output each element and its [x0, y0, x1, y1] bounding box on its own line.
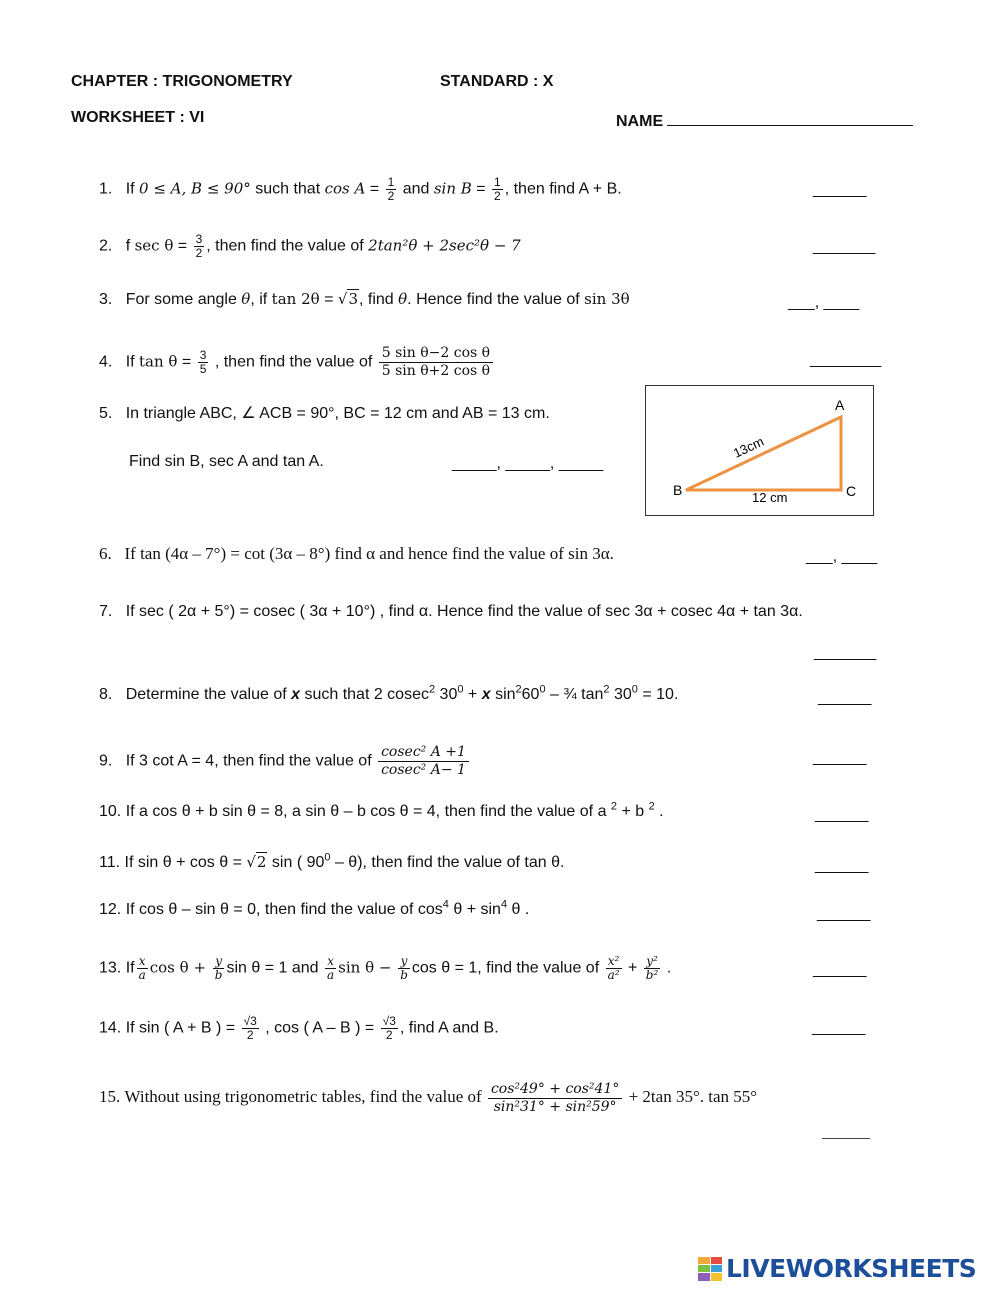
vertex-a-label: A — [835, 397, 845, 413]
answer-blank-15[interactable]: ______ — [822, 1124, 870, 1141]
name-input-line[interactable] — [667, 109, 913, 126]
question-3: 3. For some angle θ, if tan 2θ = √3, find θ. Hence find the value of sin 3θ — [99, 290, 630, 308]
question-10: 10. If a cos θ + b sin θ = 8, a sin θ – b cos θ = 4, then find the value of a $^2$ + b $^2$ . — [99, 800, 664, 820]
vertex-c-label: C — [846, 483, 857, 499]
fraction: $\frac{y}{b}$ — [214, 954, 223, 982]
answer-blank-10[interactable]: ______ — [815, 806, 869, 823]
fraction: $\frac{√3}{2}$ — [382, 1014, 396, 1042]
fraction: $\frac{\text{5 sin θ−2 cos θ}}{\text{5 sin θ+2 cos θ}}$ — [379, 345, 493, 379]
question-12: 12. If cos θ – sin θ = 0, then find the value of $\cos^4 \theta + \sin^4 \theta$ . — [99, 898, 530, 918]
fraction: $\frac{y}{b}$ — [400, 954, 408, 982]
answer-blank-8[interactable]: ______ — [818, 689, 872, 706]
fraction: $\frac{3}{2}$ — [195, 232, 203, 260]
answer-blank-12[interactable]: ______ — [817, 905, 871, 922]
answer-blank-4[interactable]: ________ — [810, 351, 882, 368]
answer-blank-1[interactable]: ______ — [813, 181, 867, 198]
liveworksheets-icon — [698, 1257, 722, 1281]
fraction: $\frac{1}{2}$ — [387, 175, 395, 203]
worksheet-label: WORKSHEET : VI — [71, 109, 205, 126]
answer-blank-6[interactable]: ___, ____ — [806, 548, 878, 565]
standard-label: STANDARD : X — [440, 73, 554, 90]
triangle-diagram — [646, 386, 873, 515]
fraction: $\frac{\text{cos²49° + cos²41°}}{\text{sin²31° + sin²59°}}$ — [488, 1081, 622, 1115]
answer-blank-9[interactable]: ______ — [813, 749, 867, 766]
question-5: 5. In triangle ABC, ∠ ACB = 90°, BC = 12 cm and AB = 13 cm. — [99, 405, 550, 422]
triangle-figure — [645, 385, 874, 516]
answer-blank-5[interactable]: _____, _____, _____ — [452, 455, 604, 472]
question-1: 1. If 0 ≤ A, B ≤ 90° such that cos A = $\frac{1}{2}$ and sin B = $\frac{1}{2}$ , then find A + B. — [99, 175, 622, 203]
question-13: 13. If $\frac{x}{a}$ cos θ + $\frac{y}{b}$ sin θ = 1 and $\frac{x}{a}$ sin θ − $\frac{y}{b}$ cos θ = 1, find the value of $\frac{\text{x²}}{\text{a²}}$ + $\frac{\text{y²}}{\text{b²}}$ . — [99, 954, 672, 982]
name-label: NAME — [616, 113, 664, 130]
fraction: $\frac{3}{5}$ — [199, 348, 207, 376]
fraction: $\frac{\text{cosec² A +1}}{\text{cosec² A− 1}}$ — [378, 744, 469, 778]
answer-blank-7[interactable]: _______ — [814, 644, 877, 661]
fraction: $\frac{x}{a}$ — [138, 954, 146, 982]
answer-blank-11[interactable]: ______ — [815, 857, 869, 874]
answer-blank-13[interactable]: ______ — [813, 961, 867, 978]
answer-blank-14[interactable]: ______ — [812, 1019, 866, 1036]
answer-blank-3[interactable]: ___, ____ — [788, 294, 860, 311]
question-11: 11. If sin θ + cos θ = √2 sin ( $90^0 - \theta$), then find the value of tan θ. — [99, 851, 565, 871]
fraction: $\frac{√3}{2}$ — [243, 1014, 257, 1042]
question-15: 15. Without using trigonometric tables, find the value of $\frac{\text{cos²49° + cos²41°}}{\text{sin²31° + sin²59°}}$ + 2tan 35°. tan 55° — [99, 1081, 758, 1115]
question-8: 8. Determine the value of x such that 2 cosec$^2$ $30^0 + x$ $\sin^260^0$ – ¾ $\tan^2 30^0 = 10$. — [99, 683, 679, 703]
triangle-abc — [686, 417, 841, 490]
question-2: 2. f sec θ = $\frac{3}{2}$ , then find the value of 2tan²θ + 2sec²θ − 7 — [99, 232, 521, 260]
base-label: 12 cm — [752, 490, 788, 505]
question-4: 4. If tan θ = $\frac{3}{5}$ , then find the value of $\frac{\text{5 sin θ−2 cos θ}}{\text{5 sin θ+2 cos θ}}$ — [99, 345, 495, 379]
question-7: 7. If sec ( 2α + 5°) = cosec ( 3α + 10°) , find α. Hence find the value of sec 3α + cosec 4α + tan 3α. — [99, 603, 803, 620]
fraction: $\frac{x}{a}$ — [327, 954, 335, 982]
vertex-b-label: B — [673, 482, 683, 498]
fraction: $\frac{1}{2}$ — [494, 175, 501, 203]
hypotenuse-label: 13cm — [730, 433, 767, 461]
logo-text: LIVEWORKSHEETS — [726, 1254, 977, 1283]
answer-blank-2[interactable]: _______ — [813, 238, 876, 255]
name-field[interactable] — [616, 109, 913, 131]
question-9: 9. If 3 cot A = 4, then find the value of $\frac{\text{cosec² A +1}}{\text{cosec² A− 1}}$ — [99, 744, 471, 778]
question-14: 14. If sin ( A + B ) = $\frac{√3}{2}$ , cos ( A – B ) = $\frac{√3}{2}$ , find A and B. — [99, 1014, 499, 1042]
fraction: $\frac{\text{x²}}{\text{a²}}$ — [607, 954, 620, 982]
liveworksheets-logo — [698, 1254, 976, 1283]
question-5-subquestion: Find sin B, sec A and tan A. — [129, 453, 324, 470]
question-6: 6. If tan (4α – 7°) = cot (3α – 8°) find α and hence find the value of sin 3α. — [99, 544, 614, 563]
fraction: $\frac{\text{y²}}{\text{b²}}$ — [645, 954, 659, 982]
chapter-title: CHAPTER : TRIGONOMETRY — [71, 73, 293, 90]
